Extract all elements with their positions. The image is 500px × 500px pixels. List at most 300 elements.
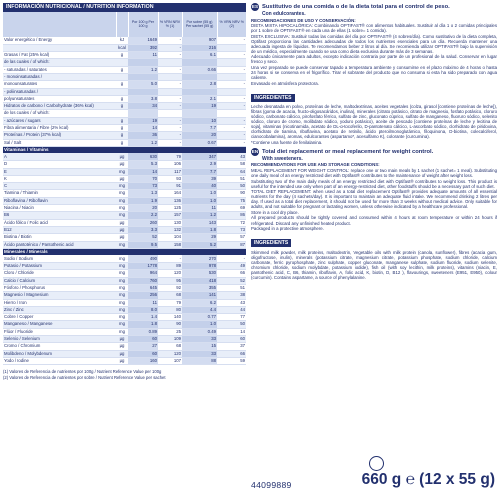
row-vrnsachet: 60: [217, 336, 246, 343]
row-label: Ácido pantoténico / Pantothenic acid: [3, 241, 116, 248]
row-sachet: 978: [182, 263, 217, 270]
row-sachet: 33: [182, 350, 217, 357]
row-unit: mg: [116, 197, 128, 204]
row-unit: g: [116, 52, 128, 59]
row-per100: 392: [128, 44, 158, 51]
row-unit: mg: [116, 241, 128, 248]
row-vrn100: -: [158, 117, 182, 124]
row-unit: g: [116, 66, 128, 73]
row-per100: 60: [128, 336, 158, 343]
row-per100: 3.3: [128, 226, 158, 233]
row-unit: µg: [116, 343, 128, 350]
net-weight: 660 g ℮ (12 x 55 g): [361, 471, 495, 488]
row-per100: 14: [128, 125, 158, 132]
row-vrn100: [158, 59, 182, 66]
table-row: [3, 270, 246, 277]
row-sachet: 1.0: [182, 321, 217, 328]
row-label: Cobre / Copper: [3, 314, 116, 321]
row-vrn100: 158: [158, 241, 182, 248]
table-row: [3, 314, 246, 321]
row-per100: 5.3: [128, 161, 158, 168]
row-unit: kcal: [116, 44, 128, 51]
row-label: polyunsaturates: [3, 95, 116, 102]
row-per100: 1649: [128, 37, 158, 44]
row-vrn100: -: [158, 66, 182, 73]
row-label: Potasio / Potassium: [3, 263, 116, 270]
table-row: [3, 37, 246, 44]
row-sachet: 29: [182, 234, 217, 241]
row-sachet: 907: [182, 37, 217, 44]
table-row: [3, 168, 246, 175]
row-label: Sodio / Sodium: [3, 255, 116, 262]
row-sachet: 0.77: [182, 314, 217, 321]
row-unit: µg: [116, 153, 128, 160]
table-row: [3, 110, 246, 117]
row-vrn100: 157: [158, 212, 182, 219]
row-unit: g: [116, 81, 128, 88]
row-label: - saturadas / saturates: [3, 66, 116, 73]
row-sachet: 2.1: [182, 95, 217, 102]
table-row: [3, 241, 246, 248]
row-vrn100: -: [158, 95, 182, 102]
es-reco-5: Envasado en atmósfera protectora.: [251, 80, 319, 86]
row-per100: 2.2: [128, 212, 158, 219]
row-per100: 1.2: [128, 66, 158, 73]
table-row: [3, 226, 246, 233]
row-sachet: 15: [182, 343, 217, 350]
row-unit: [116, 88, 128, 95]
row-per100: 60: [128, 350, 158, 357]
table-row: [3, 161, 246, 168]
row-unit: g: [116, 117, 128, 124]
row-label: de los cuales / of which:: [3, 110, 116, 117]
row-unit: [116, 59, 128, 66]
row-sachet: 6.1: [182, 52, 217, 59]
row-per100: 1.4: [128, 314, 158, 321]
row-vrnsachet: 72: [217, 219, 246, 226]
row-per100: 11: [128, 299, 158, 306]
row-sachet: 7.7: [182, 168, 217, 175]
row-label: Niacina / Niacin: [3, 205, 116, 212]
en-reco-5: All prepared products should be tightly covered and consumed within 4 hours at room temperature or within 24 hours if refrigerated. Discard any unfinished heated product.: [251, 215, 497, 226]
row-vrnsachet: -: [217, 81, 246, 88]
row-sachet: 216: [182, 44, 217, 51]
table-row: [3, 73, 246, 80]
row-vrn100: 140: [158, 314, 182, 321]
row-sachet: 4.4: [182, 306, 217, 313]
row-label: Yodo / Iodine: [3, 357, 116, 364]
row-vrn100: 89: [158, 263, 182, 270]
row-label: E: [3, 168, 116, 175]
row-per100: 5.0: [128, 81, 158, 88]
row-unit: g: [116, 139, 128, 146]
row-unit: g: [116, 95, 128, 102]
row-label: Hierro / Iron: [3, 299, 116, 306]
row-unit: µg: [116, 219, 128, 226]
table-row: [3, 190, 246, 197]
row-sachet: 2.8: [182, 81, 217, 88]
row-sachet: 1.8: [182, 226, 217, 233]
row-per100: 70: [128, 175, 158, 182]
table-row: [3, 183, 246, 190]
row-unit: mg: [116, 255, 128, 262]
table-row: [3, 205, 246, 212]
row-label: de las cuales / of which:: [3, 59, 116, 66]
nutrition-panel: [3, 3, 246, 381]
row-label: - azúcares / sugars: [3, 117, 116, 124]
row-sachet: 1.2: [182, 212, 217, 219]
row-label: Tiamina / Thiamin: [3, 190, 116, 197]
row-unit: mg: [116, 277, 128, 284]
nutrition-table: [3, 12, 246, 365]
row-vrnsachet: 50: [217, 183, 246, 190]
row-vrnsachet: -: [217, 117, 246, 124]
table-row: [3, 234, 246, 241]
en-heading: [251, 148, 497, 156]
row-label: Proteínas / Protein (37% kcal): [3, 132, 116, 139]
row-vrn100: 109: [158, 336, 182, 343]
es-reco-3: Adecuado únicamente para adultos, excepto indicación contraria por parte de un profesional de la salud. Conservar en lugar fresco y seco.: [251, 54, 497, 65]
row-vrn100: 106: [158, 161, 182, 168]
table-row: [3, 299, 246, 306]
row-vrn100: -: [158, 44, 182, 51]
row-unit: mg: [116, 321, 128, 328]
row-sachet: 0.67: [182, 139, 217, 146]
row-per100: 3.8: [128, 95, 158, 102]
section-row: [3, 248, 246, 255]
row-label: Ácido fólico / Folic acid: [3, 219, 116, 226]
row-label: Biotina / Biotin: [3, 234, 116, 241]
row-label: C: [3, 183, 116, 190]
row-vrnsachet: 66: [217, 270, 246, 277]
row-vrn100: [158, 110, 182, 117]
row-unit: mg: [116, 168, 128, 175]
row-sachet: 1.0: [182, 190, 217, 197]
section-title: Vitaminas / Vitamins: [3, 146, 246, 153]
text-panel: [251, 3, 497, 280]
row-per100: 9.5: [128, 241, 158, 248]
row-vrnsachet: 87: [217, 241, 246, 248]
row-vrn100: -: [158, 103, 182, 110]
table-row: [3, 277, 246, 284]
row-per100: 27: [128, 343, 158, 350]
es-reco-1: DIETA MIXTA HIPOCALÓRICA: Combinando OPTIFAST® con alimentos habituales. Sustituir al día 1 o 2 comidas principales por 1 sobre de OPTIFAST® en cada una de ellas (1 sobre= 1 comida).: [251, 23, 497, 34]
header-cell: % VRN NRV % (1): [158, 12, 182, 37]
row-vrnsachet: 73: [217, 226, 246, 233]
row-label: - monoinsaturadas /: [3, 73, 116, 80]
row-sachet: 11: [182, 205, 217, 212]
row-unit: mg: [116, 328, 128, 335]
es-flag-badge: ES: [251, 4, 259, 9]
footnote-2: (2) Valores de Referencia de nutrientes por sobre / Nutrient Reference Value per sachet: [3, 375, 166, 381]
es-ingredients-note: *Contiene una fuente de fenilalanina.: [251, 139, 323, 145]
es-heading: [251, 3, 497, 11]
en-title: Total diet replacement or meal replacement for weight control.: [262, 148, 434, 155]
barcode-number: 44099889: [251, 480, 292, 490]
row-per100: 20: [128, 205, 158, 212]
row-vrn100: 120: [158, 350, 182, 357]
row-per100: 11: [128, 52, 158, 59]
row-unit: g: [116, 103, 128, 110]
row-vrnsachet: 59: [217, 357, 246, 364]
row-label: B12: [3, 226, 116, 233]
row-sachet: [182, 59, 217, 66]
row-vrn100: 136: [158, 197, 182, 204]
es-ingredients-label: INGREDIENTES: [251, 94, 295, 102]
row-label: B6: [3, 212, 116, 219]
row-vrnsachet: -: [217, 95, 246, 102]
row-label: Zinc / Zinc: [3, 306, 116, 313]
table-row: [3, 59, 246, 66]
row-vrnsachet: 49: [217, 263, 246, 270]
row-sachet: 143: [182, 219, 217, 226]
row-label: Hidratos de carbono / Carbohydrate (36% kcal): [3, 103, 116, 110]
en-reco-2: Substituting two of the main daily meals of an energy restricted diet with Optifast® contributes to weight loss. This product is useful for the intended use only when part of an energy-restricted diet, other foodstuffs should be a necessary part of such diet.: [251, 178, 497, 189]
row-vrnsachet: -: [217, 103, 246, 110]
en-reco-heading: RECOMMENDATIONS FOR USE AND STORAGE CONDITIONS:: [251, 162, 380, 168]
row-sachet: 7.7: [182, 125, 217, 132]
row-vrnsachet: 51: [217, 285, 246, 292]
en-reco-6: Packaged in a protective atmosphere.: [251, 226, 324, 232]
es-reco-heading: RECOMENDACIONES DE USO Y CONSERVACIÓN:: [251, 17, 356, 23]
row-vrn100: [158, 88, 182, 95]
table-row: [3, 88, 246, 95]
row-label: Calcio / Calcium: [3, 277, 116, 284]
footnotes: [3, 369, 246, 381]
row-vrn100: -: [158, 132, 182, 139]
en-ingredients-label: INGREDIENTS: [251, 239, 291, 247]
row-vrnsachet: 43: [217, 299, 246, 306]
table-row: [3, 336, 246, 343]
row-label: Cromo / Chromium: [3, 343, 116, 350]
table-row: [3, 52, 246, 59]
row-per100: 14: [128, 168, 158, 175]
row-unit: mg: [116, 190, 128, 197]
row-vrn100: -: [158, 52, 182, 59]
row-sachet: 40: [182, 183, 217, 190]
row-unit: µg: [116, 357, 128, 364]
row-sachet: 418: [182, 277, 217, 284]
row-label: monounsaturates: [3, 81, 116, 88]
table-row: [3, 306, 246, 313]
en-subtitle: With sweeteners.: [262, 155, 303, 162]
row-per100: 630: [128, 153, 158, 160]
row-per100: [128, 73, 158, 80]
row-vrn100: 90: [158, 321, 182, 328]
row-sachet: 141: [182, 292, 217, 299]
es-title: Sustitutivo de una comida o de la dieta total para el control de peso.: [262, 3, 450, 10]
row-per100: 73: [128, 183, 158, 190]
row-label: Molibdeno / Molybdenum: [3, 350, 116, 357]
row-vrnsachet: 43: [217, 153, 246, 160]
es-subtitle: Con edulcorantes.: [262, 11, 306, 17]
row-unit: [116, 110, 128, 117]
row-label: Fósforo / Phosphorus: [3, 285, 116, 292]
row-vrn100: 79: [158, 299, 182, 306]
en-flag-badge: EN: [251, 148, 259, 154]
row-vrn100: 93: [158, 175, 182, 182]
row-vrn100: 91: [158, 183, 182, 190]
row-per100: 645: [128, 285, 158, 292]
row-vrn100: 95: [158, 277, 182, 284]
row-vrn100: 104: [158, 234, 182, 241]
row-per100: 34: [128, 103, 158, 110]
table-row: [3, 103, 246, 110]
row-vrnsachet: [217, 44, 246, 51]
row-vrnsachet: 86: [217, 212, 246, 219]
row-unit: g: [116, 125, 128, 132]
row-vrnsachet: [217, 73, 246, 80]
row-label: Manganeso / Manganese: [3, 321, 116, 328]
en-reco-3: TOTAL DIET REPLACEMENT: when used as a total diet replacement Optifast® provides adequate amounts of all essential nutrients for the day (4 sachets/day). It is important to maintain an adequate fluid intake. We recommend drinking 2 litres per day. If used as a total diet replacement, it should not be used for more than 3 weeks without medical advice. Only suitable for adults, and not suitable for pregnant or lactating women, unless otherwise indicated by a healthcare professional.: [251, 189, 497, 210]
table-row: [3, 139, 246, 146]
row-unit: µg: [116, 350, 128, 357]
row-label: Valor energético / Energy: [3, 37, 116, 44]
row-sachet: 39: [182, 175, 217, 182]
row-vrnsachet: 44: [217, 306, 246, 313]
es-reco-4: Una vez preparado se puede conservar tapado a temperatura ambiente y consumirse en el plazo máximo de 4 horas o hasta 24 horas si se conserva en el frigorífico. Tirar el sobrante del producto que no consuma si esta ha sido preparado con agua caliente.: [251, 64, 497, 81]
es-ingredients-text: Leche desnatada en polvo, proteínas de leche, maltodextrinas, aceites vegetales (colza, girasol [contiene proteínas de leche]), fibras (goma de acacia, fructo-oligosacáridos, inulina), minerales (citrato potásico, citrato de magnesio, fosfato potásico, cloruro sódico, carbonato cálcico, pirofosfato férrico, sulfato de zinc, gluconato cúprico, sulfato de manganeso, fluoruro sódico, selenito sódico, cloruro de cromo, molibdato sódico, yoduro potásico), aceite de pescado [contiene proteínas de leche y lecitina de soja], vitaminas (nicotinamida, acetato de DL-α-tocoferilo, D-pantotenato cálcico, L-ascorbato sódico, clorhidrato de piridoxina, clorhidrato de tiamina, riboflavina, acetato de retinilo, ácido pteroilmonoglutámico, filoquinona, D-biotina, colecalciferol, cianocobalamina), aromas, edulcorantes (aspartamo*, acesulfamo K), colorante (curcumina).: [251, 104, 497, 140]
row-vrnsachet: [217, 59, 246, 66]
row-unit: µg: [116, 226, 128, 233]
en-reco-1: MEAL REPLACEMENT FOR WEIGHT CONTROL: replace one or two main meals by 1 sachet (1 sachet= 1 meal). Substituting one daily meal of an energy restricted diet with Optifast® contributes to the maintenance of weight after weight loss.: [251, 168, 497, 179]
row-sachet: 5.2: [182, 241, 217, 248]
row-per100: 36: [128, 132, 158, 139]
row-unit: µg: [116, 161, 128, 168]
row-label: [3, 44, 116, 51]
row-vrnsachet: -: [217, 139, 246, 146]
table-row: [3, 117, 246, 124]
row-unit: mg: [116, 212, 128, 219]
row-sachet: 0.66: [182, 66, 217, 73]
table-row: [3, 212, 246, 219]
table-row: [3, 81, 246, 88]
header-cell: Por sobre (55 g) Per sachet (55 g): [182, 12, 217, 37]
row-unit: mg: [116, 306, 128, 313]
row-per100: 52: [128, 234, 158, 241]
row-vrn100: -: [158, 37, 182, 44]
row-label: Selenio / Selenium: [3, 336, 116, 343]
row-sachet: 270: [182, 255, 217, 262]
row-vrnsachet: -: [217, 125, 246, 132]
row-unit: mg: [116, 285, 128, 292]
en-reco-4: Store in a cool dry place.: [251, 209, 299, 215]
row-vrn100: -: [158, 125, 182, 132]
table-row: [3, 263, 246, 270]
row-sachet: [182, 110, 217, 117]
row-per100: 19: [128, 117, 158, 124]
row-unit: µg: [116, 234, 128, 241]
header-cell: % VRN NRV % (2): [217, 12, 246, 37]
row-per100: 964: [128, 270, 158, 277]
header-cell: [116, 12, 128, 37]
row-per100: 1.2: [128, 139, 158, 146]
row-unit: µg: [116, 175, 128, 182]
row-unit: mg: [116, 292, 128, 299]
row-per100: [128, 110, 158, 117]
row-vrnsachet: 50: [217, 321, 246, 328]
row-label: Riboflavina / Riboflavin: [3, 197, 116, 204]
row-vrn100: 107: [158, 357, 182, 364]
row-label: - poliinsaturadas /: [3, 88, 116, 95]
row-vrnsachet: -: [217, 66, 246, 73]
row-label: K: [3, 175, 116, 182]
row-per100: 1.3: [128, 190, 158, 197]
row-label: Magnesio / Magnesium: [3, 292, 116, 299]
row-vrnsachet: -: [217, 37, 246, 44]
row-vrn100: 68: [158, 292, 182, 299]
table-row: [3, 255, 246, 262]
row-vrn100: 120: [158, 270, 182, 277]
row-unit: [116, 73, 128, 80]
row-label: Grasas / Fat (25% kcal): [3, 52, 116, 59]
row-vrnsachet: 64: [217, 168, 246, 175]
row-sachet: 88: [182, 357, 217, 364]
row-vrn100: 79: [158, 153, 182, 160]
row-vrn100: 164: [158, 190, 182, 197]
row-label: Sal / Salt: [3, 139, 116, 146]
row-sachet: 0.49: [182, 328, 217, 335]
row-unit: mg: [116, 205, 128, 212]
row-sachet: 6.2: [182, 299, 217, 306]
nutrition-banner: INFORMACIÓN NUTRICIONAL / NUTRITION INFORMATION: [3, 3, 246, 12]
table-row: [3, 357, 246, 364]
row-vrnsachet: [217, 110, 246, 117]
row-vrnsachet: 58: [217, 161, 246, 168]
row-vrnsachet: 52: [217, 277, 246, 284]
row-vrn100: -: [158, 255, 182, 262]
row-vrnsachet: 90: [217, 190, 246, 197]
row-sachet: 33: [182, 336, 217, 343]
row-per100: [128, 59, 158, 66]
row-sachet: 20: [182, 132, 217, 139]
row-sachet: 347: [182, 153, 217, 160]
table-row: [3, 125, 246, 132]
table-row: [3, 219, 246, 226]
table-row: [3, 343, 246, 350]
row-vrn100: 25: [158, 328, 182, 335]
row-vrnsachet: -: [217, 255, 246, 262]
row-vrnsachet: 14: [217, 328, 246, 335]
row-per100: 260: [128, 219, 158, 226]
section-row: [3, 146, 246, 153]
row-unit: mg: [116, 299, 128, 306]
row-per100: 8.0: [128, 306, 158, 313]
header-cell: Por 100 g Per 100 g: [128, 12, 158, 37]
row-sachet: 530: [182, 270, 217, 277]
row-vrn100: 68: [158, 343, 182, 350]
row-vrn100: 80: [158, 306, 182, 313]
row-per100: 0.89: [128, 328, 158, 335]
row-vrnsachet: -: [217, 52, 246, 59]
footer-area: [251, 455, 497, 497]
row-unit: µg: [116, 336, 128, 343]
table-row: [3, 95, 246, 102]
row-unit: mg: [116, 183, 128, 190]
table-header-row: [3, 12, 246, 37]
row-per100: 490: [128, 255, 158, 262]
row-unit: mg: [116, 314, 128, 321]
row-sachet: 355: [182, 285, 217, 292]
table-row: [3, 66, 246, 73]
row-vrnsachet: [217, 88, 246, 95]
en-ingredients-text: Skimmed milk powder, milk proteins, maltodextrin, Vegetable oils with milk protein (canola, sunflower), fibres (acacia gum, oligofructose, inulin), minerals (potassium citrate, magnesium citrate, potassium phosphate, sodium chloride, calcium carbonate, ferric pyrophosphate, zinc sulphate, copper gluconate, manganese sulphate, sodium fluoride, sodium selenite, chromium chloride, sodium molybdate, potassium iodide), fish oil (with soy lecithin, milk proteins), vitamins (niacin, E, pantothenic acid, C, B6, thiamin, riboflavin, A, folic acid, K, biotin, D, B12 ), flavourings, sweeteners (E951, E950), colour (curcumin). Contains aspartame, a source of phenylalanine.: [251, 249, 497, 280]
row-vrnsachet: 38: [217, 292, 246, 299]
row-per100: 760: [128, 277, 158, 284]
row-label: Cloro / Chloride: [3, 270, 116, 277]
row-vrnsachet: 77: [217, 314, 246, 321]
header-cell: [3, 12, 116, 37]
